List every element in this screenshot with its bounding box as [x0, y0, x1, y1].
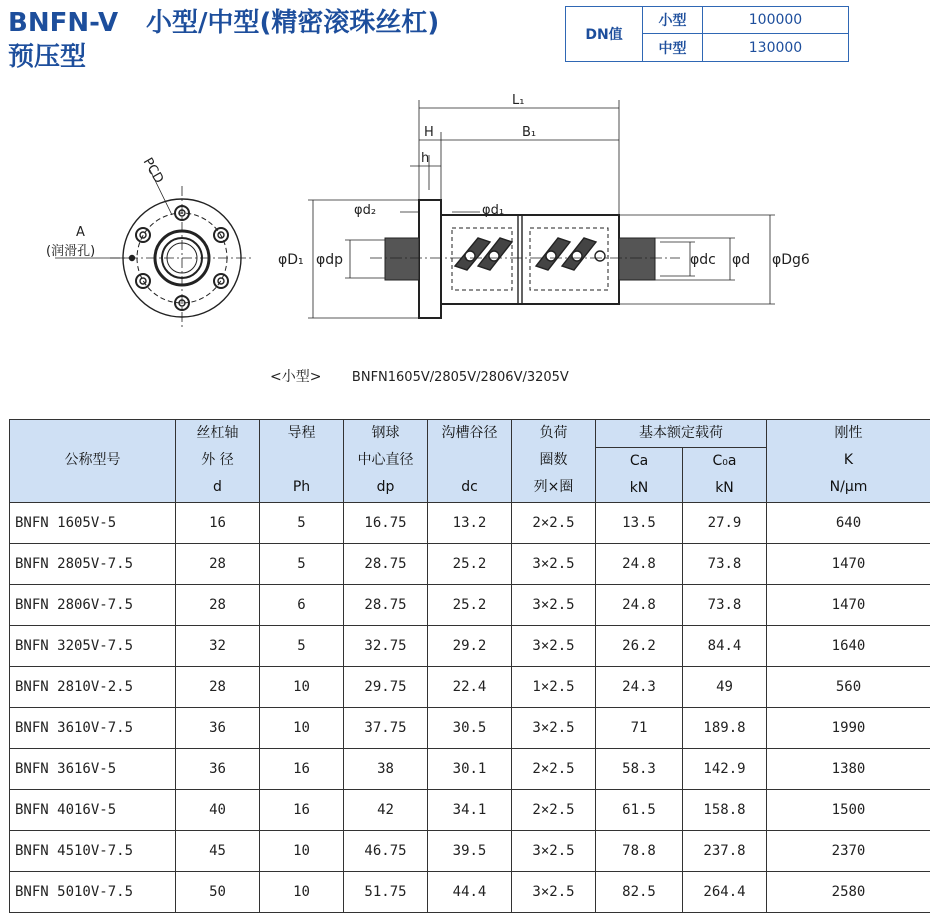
- table-cell: 25.2: [428, 544, 512, 585]
- table-cell: 189.8: [683, 708, 767, 749]
- ball-screw-drawing: [0, 80, 930, 380]
- table-cell: 1470: [767, 585, 930, 626]
- table-cell: 13.2: [428, 503, 512, 544]
- table-cell: 3×2.5: [512, 585, 596, 626]
- table-cell: 51.75: [344, 872, 428, 913]
- table-cell: 3×2.5: [512, 872, 596, 913]
- table-cell: 24.8: [596, 544, 683, 585]
- table-cell: 38: [344, 749, 428, 790]
- table-cell: 1990: [767, 708, 930, 749]
- table-cell: 2580: [767, 872, 930, 913]
- table-row: [10, 667, 930, 708]
- col-header-load-circuits: 负荷 圈数 列×圈: [512, 420, 596, 503]
- table-cell: 560: [767, 667, 930, 708]
- table-cell: 16: [260, 749, 344, 790]
- table-cell: 32: [176, 626, 260, 667]
- dn-row-value: 100000: [748, 12, 803, 28]
- table-cell: 29.2: [428, 626, 512, 667]
- model-cell: BNFN 4016V-5: [10, 790, 176, 831]
- table-row: [10, 585, 930, 626]
- col-header-c0a: C₀a kN: [683, 448, 767, 503]
- table-cell: 5: [260, 503, 344, 544]
- a-label: A: [76, 225, 85, 240]
- model-cell: BNFN 3205V-7.5: [10, 626, 176, 667]
- drawing-caption: [270, 366, 569, 386]
- col-header-root-dia: 沟槽谷径 dc: [428, 420, 512, 503]
- model-cell: BNFN 4510V-7.5: [10, 831, 176, 872]
- d-label: φd: [732, 252, 751, 268]
- col-header-ball-pcd: 钢球 中心直径 dp: [344, 420, 428, 503]
- table-cell: 24.3: [596, 667, 683, 708]
- table-cell: 26.2: [596, 626, 683, 667]
- table-cell: 30.5: [428, 708, 512, 749]
- table-cell: 28.75: [344, 544, 428, 585]
- table-cell: 10: [260, 831, 344, 872]
- table-cell: 1470: [767, 544, 930, 585]
- lube-hole-label: (润滑孔): [46, 244, 96, 259]
- table-cell: 82.5: [596, 872, 683, 913]
- b1-label: B₁: [522, 125, 537, 140]
- model-cell: BNFN 5010V-7.5: [10, 872, 176, 913]
- table-cell: 42: [344, 790, 428, 831]
- h-upper-label: H: [424, 125, 434, 140]
- col-header-lead: 导程 Ph: [260, 420, 344, 503]
- col-header-rated-load: 基本额定载荷: [596, 420, 767, 448]
- model-cell: BNFN 2810V-2.5: [10, 667, 176, 708]
- table-cell: 49: [683, 667, 767, 708]
- table-cell: 3×2.5: [512, 831, 596, 872]
- Dg6-label: φDg6: [772, 252, 810, 268]
- dp-label: φdp: [316, 252, 344, 268]
- table-cell: 1640: [767, 626, 930, 667]
- table-cell: 28.75: [344, 585, 428, 626]
- table-row: [10, 790, 930, 831]
- table-cell: 16: [176, 503, 260, 544]
- table-cell: 1×2.5: [512, 667, 596, 708]
- table-cell: 1500: [767, 790, 930, 831]
- preload-type-title: 预压型: [8, 42, 87, 72]
- technical-drawing: [0, 80, 930, 380]
- table-cell: 30.1: [428, 749, 512, 790]
- d1-label: φd₁: [482, 203, 505, 218]
- table-cell: 2×2.5: [512, 790, 596, 831]
- nut-side-view: [308, 100, 775, 318]
- table-cell: 25.2: [428, 585, 512, 626]
- dn-value-table: [565, 6, 849, 62]
- dn-row-small: [643, 7, 848, 34]
- table-cell: 237.8: [683, 831, 767, 872]
- table-row: [10, 503, 930, 544]
- model-title: BNFN-V: [8, 8, 119, 38]
- table-cell: 1380: [767, 749, 930, 790]
- table-cell: 5: [260, 626, 344, 667]
- table-cell: 45: [176, 831, 260, 872]
- table-cell: 16: [260, 790, 344, 831]
- table-cell: 28: [176, 544, 260, 585]
- table-cell: 640: [767, 503, 930, 544]
- dn-label: DN值: [566, 7, 643, 61]
- model-cell: BNFN 2806V-7.5: [10, 585, 176, 626]
- table-cell: 36: [176, 749, 260, 790]
- table-cell: 44.4: [428, 872, 512, 913]
- table-cell: 264.4: [683, 872, 767, 913]
- table-cell: 37.75: [344, 708, 428, 749]
- dc-label: φdc: [690, 252, 716, 268]
- model-cell: BNFN 3610V-7.5: [10, 708, 176, 749]
- caption-type: <小型>: [270, 369, 322, 385]
- model-cell: BNFN 3616V-5: [10, 749, 176, 790]
- table-cell: 13.5: [596, 503, 683, 544]
- dn-row-name: 中型: [643, 34, 703, 61]
- table-cell: 84.4: [683, 626, 767, 667]
- table-cell: 58.3: [596, 749, 683, 790]
- table-cell: 73.8: [683, 585, 767, 626]
- dn-row-value: 130000: [748, 39, 803, 56]
- table-cell: 2×2.5: [512, 749, 596, 790]
- table-cell: 46.75: [344, 831, 428, 872]
- table-cell: 10: [260, 708, 344, 749]
- table-row: [10, 626, 930, 667]
- table-cell: 16.75: [344, 503, 428, 544]
- l1-label: L₁: [512, 93, 525, 108]
- model-cell: BNFN 2805V-7.5: [10, 544, 176, 585]
- table-cell: 5: [260, 544, 344, 585]
- col-header-model: 公称型号: [10, 420, 176, 503]
- table-cell: 34.1: [428, 790, 512, 831]
- table-cell: 40: [176, 790, 260, 831]
- col-header-shaft-od: 丝杠轴 外 径 d: [176, 420, 260, 503]
- table-cell: 3×2.5: [512, 544, 596, 585]
- table-cell: 50: [176, 872, 260, 913]
- table-cell: 22.4: [428, 667, 512, 708]
- table-row: [10, 708, 930, 749]
- table-cell: 2×2.5: [512, 503, 596, 544]
- h-lower-label: h: [421, 151, 430, 166]
- table-cell: 39.5: [428, 831, 512, 872]
- table-cell: 158.8: [683, 790, 767, 831]
- table-cell: 24.8: [596, 585, 683, 626]
- table-cell: 32.75: [344, 626, 428, 667]
- dn-row-medium: [643, 34, 848, 61]
- table-row: [10, 544, 930, 585]
- caption-models: BNFN1605V/2805V/2806V/3205V: [351, 370, 569, 385]
- col-header-ca: Ca kN: [596, 448, 683, 503]
- col-header-rigidity: 刚性 K N/μm: [767, 420, 930, 503]
- D1-label: φD₁: [278, 252, 304, 268]
- table-cell: 10: [260, 667, 344, 708]
- table-cell: 6: [260, 585, 344, 626]
- table-cell: 28: [176, 585, 260, 626]
- table-row: [10, 872, 930, 913]
- d2-label: φd₂: [354, 203, 377, 218]
- table-row: [10, 749, 930, 790]
- table-cell: 142.9: [683, 749, 767, 790]
- table-cell: 36: [176, 708, 260, 749]
- table-cell: 73.8: [683, 544, 767, 585]
- spec-table: [9, 419, 930, 913]
- pcd-label: PCD: [139, 155, 167, 187]
- table-cell: 61.5: [596, 790, 683, 831]
- dn-row-name: 小型: [643, 7, 703, 33]
- table-cell: 27.9: [683, 503, 767, 544]
- page-title: 小型/中型(精密滚珠丝杠): [146, 8, 440, 38]
- table-cell: 28: [176, 667, 260, 708]
- model-cell: BNFN 1605V-5: [10, 503, 176, 544]
- table-cell: 3×2.5: [512, 708, 596, 749]
- table-cell: 71: [596, 708, 683, 749]
- table-cell: 10: [260, 872, 344, 913]
- table-cell: 78.8: [596, 831, 683, 872]
- table-row: [10, 831, 930, 872]
- table-cell: 3×2.5: [512, 626, 596, 667]
- table-cell: 29.75: [344, 667, 428, 708]
- table-cell: 2370: [767, 831, 930, 872]
